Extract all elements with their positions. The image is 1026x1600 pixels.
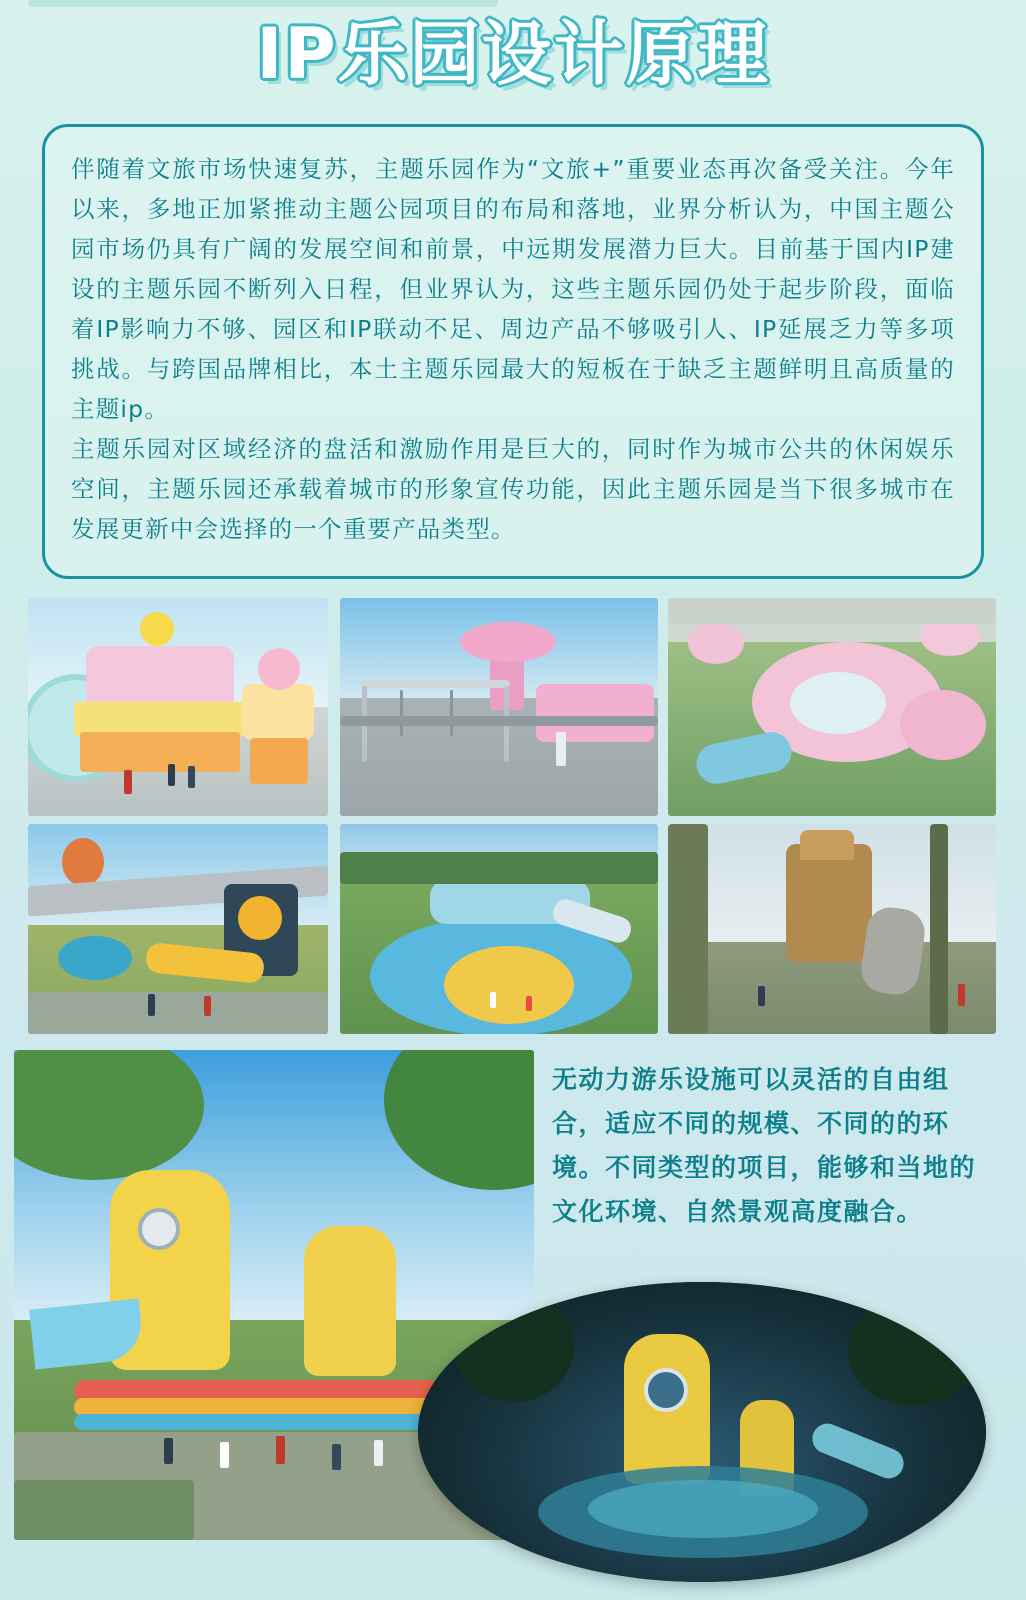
photo-pink-area [900, 690, 986, 760]
photo-hot-air-balloon [62, 838, 104, 886]
photo-giant-sculpture-body [786, 844, 872, 962]
description-card [42, 124, 984, 579]
gallery-photo-6 [668, 824, 996, 1034]
gallery-photo-1 [28, 598, 328, 816]
photo-visitor [124, 770, 132, 794]
photo-path [340, 716, 658, 726]
gallery-photo-5 [340, 824, 658, 1034]
gallery-photo-4 [28, 824, 328, 1034]
gallery-photo-2 [340, 598, 658, 816]
photo-building-row [668, 598, 996, 624]
description-paragraph-1: 伴随着文旅市场快速复苏，主题乐园作为“文旅+”重要业态再次备受关注。今年以来，多地正加紧推动主题公园项目的布局和落地，业界分析认为，中国主题公园市场仍具有广阔的发展空间和前景，中远期发展潜力巨大。目前基于国内IP建设的主题乐园不断列入日程，但业界认为，这些主题乐园仍处于起步阶段，面临着IP影响力不够、园区和IP联动不足、周边产品不够吸引人、IP延展乏力等多项挑战。与跨国品牌相比，本土主题乐园最大的短板在于缺乏主题鲜明且高质量的主题ip。 [71, 155, 955, 423]
photo-visitor [276, 1436, 285, 1464]
top-accent-bar [28, 0, 498, 7]
photo-rainbow-track-blue [74, 1414, 474, 1430]
photo-visitor [526, 996, 532, 1011]
photo-cake-layer [74, 702, 246, 736]
photo-visitor [958, 984, 965, 1006]
page-title-wrap [0, 14, 1026, 95]
photo-yellow-tower-small [304, 1226, 396, 1376]
photo-flower-canopy [460, 622, 556, 662]
photo-water-feature [790, 672, 886, 734]
photo-whale-sculpture [58, 936, 132, 980]
photo-pergola-beam [360, 680, 510, 688]
photo-porthole [644, 1368, 688, 1412]
photo-yellow-sandpit [444, 946, 574, 1024]
photo-visitor [188, 766, 195, 788]
photo-visitor [332, 1444, 341, 1470]
gallery-caption-wrap [552, 1058, 1000, 1234]
photo-tree-silhouette [848, 1296, 978, 1406]
gallery-photo-8 [418, 1282, 986, 1582]
photo-planting-bed [14, 1480, 194, 1540]
photo-tree-trunk [668, 824, 708, 1034]
photo-visitor [490, 992, 496, 1008]
photo-icecream-tower [242, 684, 314, 740]
photo-visitor [758, 986, 765, 1006]
photo-giant-sculpture-head [800, 830, 854, 860]
photo-visitor [556, 732, 566, 766]
photo-cake-base [80, 732, 240, 772]
photo-visitor [164, 1438, 173, 1464]
page-title: IP乐园设计原理 [256, 13, 770, 95]
photo-visitor [204, 996, 211, 1016]
photo-water-feature [588, 1480, 818, 1538]
photo-cherry-blossom [688, 622, 744, 664]
photo-tree-silhouette [454, 1292, 574, 1402]
photo-clock-face [238, 896, 282, 940]
photo-tree-trunk [930, 824, 948, 1034]
photo-visitor [148, 994, 155, 1016]
photo-tree-line [340, 852, 658, 884]
photo-pink-wall [536, 684, 654, 742]
photo-swing-rope [400, 690, 403, 736]
photo-visitor [220, 1442, 229, 1468]
photo-visitor [374, 1440, 383, 1466]
photo-plaza [28, 992, 328, 1034]
photo-porthole [138, 1208, 180, 1250]
photo-icecream-scoop [258, 648, 300, 690]
photo-star-topper [140, 612, 174, 646]
photo-swing-rope [450, 690, 453, 736]
gallery-photo-3 [668, 598, 996, 816]
gallery-caption: 无动力游乐设施可以灵活的自由组合，适应不同的规模、不同的的环境。不同类型的项目，能够和当地的文化环境、自然景观高度融合。 [552, 1065, 977, 1226]
photo-visitor [168, 764, 175, 786]
description-paragraph-2: 主题乐园对区域经济的盘活和激励作用是巨大的，同时作为城市公共的休闲娱乐空间，主题乐园还承载着城市的形象宣传功能，因此主题乐园是当下很多城市在发展更新中会选择的一个重要产品类型。 [71, 435, 955, 543]
photo-carousel [250, 738, 308, 784]
